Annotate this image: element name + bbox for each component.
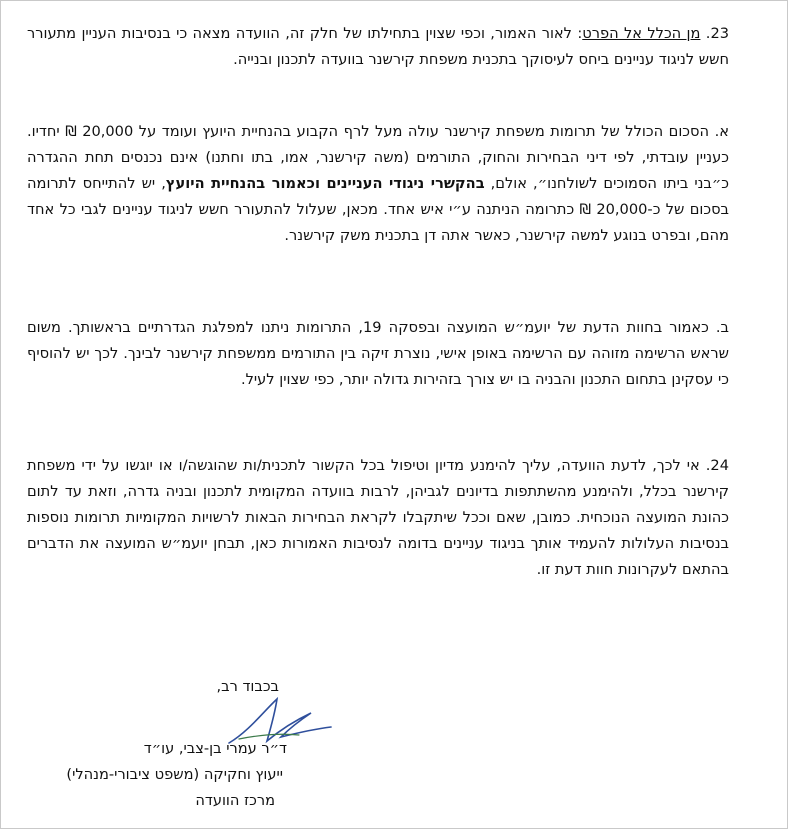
paragraph-b-text: כאמור בחוות הדעת של יועמ״ש המועצה ובפסקה 19, התרומות ניתנו למפלגת הגדרתיים בראשותך. משום שראש הרשימה מזוהה עם הרשימה באופן אישי, נוצרת זיקה בין התורמים ממשפחת קירשנר לבינך. לכך יש להוסיף כי עסקינן בתחום התכנון והבניה בו יש צורך בזהירות גדולה יותר, כפי שצוין לעיל. bbox=[27, 319, 729, 388]
paragraph-24-text: אי לכך, לדעת הוועדה, עליך להימנע מדיון וטיפול בכל הקשור לתכנית/ות שהוגשה/ו או יוגשו על ידי משפחת קירשנר בכלל, ולהימנע מהשתתפות בדיונים לגביהן, לרבות בוועדה המקומית לתכנון ובניה גדרה, וזאת עד לתום כהונת המועצה הנוכחית. כמובן, שאם וככל שיתקבלו לקראת הבחירות הבאות לרשויות המקומיות תרומות נוספות בנסיבות העלולות להעמיד אותך בניגוד עניינים בדומה לנסיבות האמורות כאן, תבחן יועמ״ש המועצה את הדברים בהתאם לעקרונות חוות דעת זו. bbox=[27, 457, 729, 578]
paragraph-a-marker: א. bbox=[714, 123, 729, 140]
paragraph-23-text: : לאור האמור, וכפי שצוין בתחילתו של חלק זה, הוועדה מצאה כי בנסיבות העניין מתעורר חשש לניגוד עניינים ביחס לעיסוקך בתכנית משפחת קירשנר בוועדה לתכנון ובנייה. bbox=[27, 25, 729, 68]
paragraph-a-text-2: , יש להתייחס לתרומה בסכום של כ-20,000 ₪ כתרומה הניתנה ע״י איש אחד. מכאן, שעלול להתעורר חשש לניגוד עניינים לגבי כל אחד מהם, ובפרט בנוגע למשה קירשנר, כאשר אתה דן בתכנית משק קירשנר. bbox=[27, 175, 729, 244]
paragraph-a bbox=[27, 119, 729, 249]
signature-name: ד״ר עמרי בן-צבי, עו״ד bbox=[143, 740, 287, 757]
paragraph-b-marker: ב. bbox=[715, 319, 729, 336]
signature-center: מרכז הוועדה bbox=[195, 792, 275, 809]
paragraph-a-bold: בהקשרי ניגודי העניינים וכאמור בהנחיית היועץ bbox=[165, 175, 485, 192]
paragraph-24-number: 24. bbox=[705, 457, 729, 474]
signature-role: ייעוץ וחקיקה (משפט ציבורי-מנהלי) bbox=[66, 766, 283, 783]
paragraph-23 bbox=[27, 21, 729, 73]
paragraph-24 bbox=[27, 453, 729, 583]
signature-closing: בכבוד רב, bbox=[216, 678, 279, 695]
paragraph-b bbox=[27, 315, 729, 393]
paragraph-a-text-1: הסכום הכולל של תרומות משפחת קירשנר עולה מעל לרף הקבוע בהנחיית היועץ ועומד על 20,000 ₪ יחדיו. כעניין עובדתי, לפי דיני הבחירות והחוק, התורמים (משה קירשנר, אמו, בתו וחתנו) אינם נכנסים תחת ההגדרה כ״בני ביתו הסמוכים לשולחנו״, אולם, bbox=[27, 123, 729, 192]
paragraph-23-heading: מן הכלל אל הפרט bbox=[582, 25, 701, 42]
paragraph-23-number: 23. bbox=[705, 25, 730, 42]
